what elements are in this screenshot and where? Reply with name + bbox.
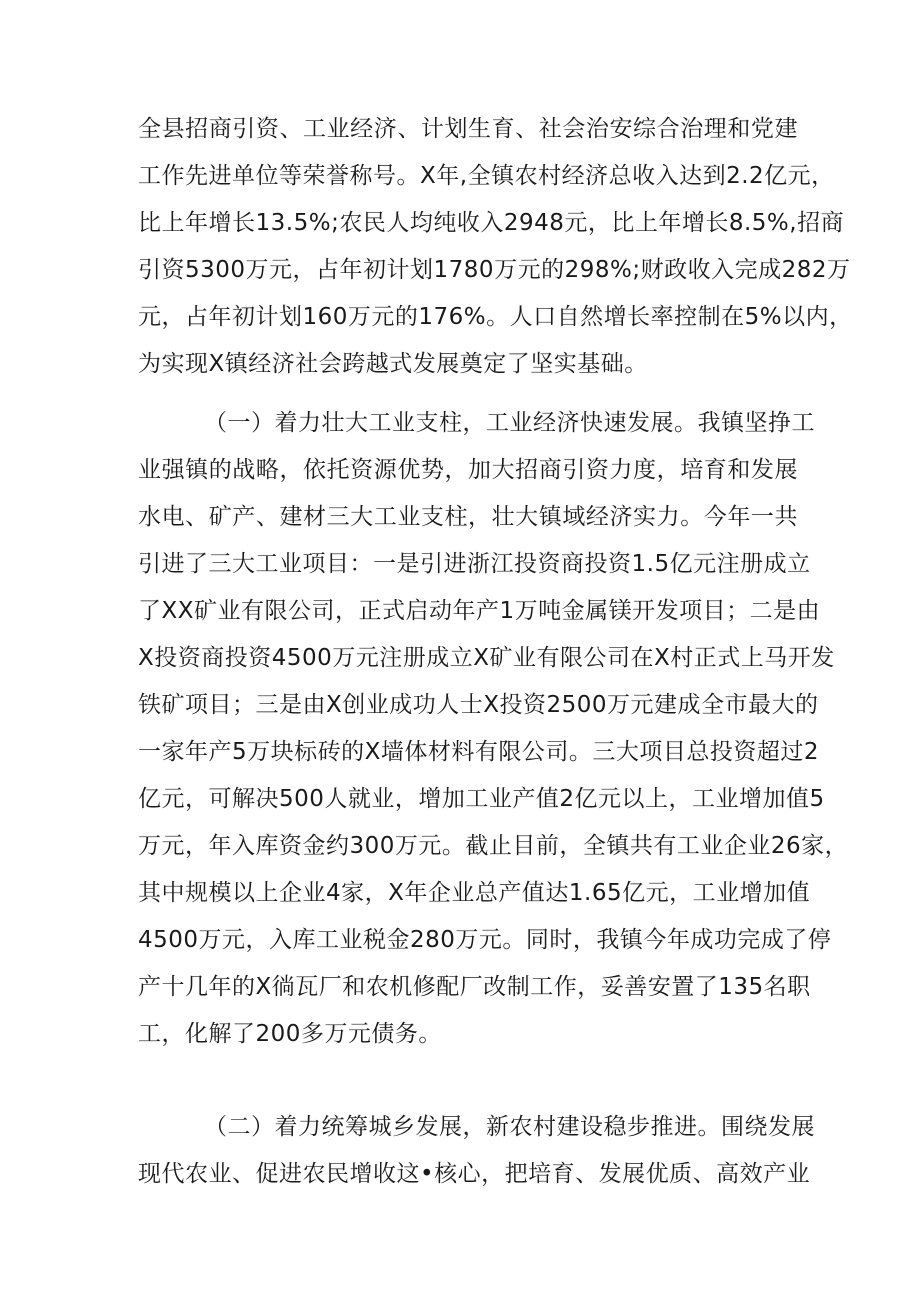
text-line: X投资商投资4500万元注册成立X矿业有限公司在X村正式上马开发 [138,645,835,671]
text-line: 为实现X镇经济社会跨越式发展奠定了坚实基础。 [138,351,648,377]
section-heading-line: （一）着力壮大工业支柱，工业经济快速发展。我镇坚挣工 [204,410,815,436]
paragraph-rural [138,1104,815,1198]
text-line: 了XX矿业有限公司，正式启动年产1万吨金属镁开发项目；二是由 [138,598,821,624]
text-line: 产十几年的X徜瓦厂和农机修配厂改制工作，妥善安置了135名职 [138,974,811,1000]
text-line: 其中规模以上企业4家，X年企业总产值达1.65亿元，工业增加值 [138,880,811,906]
text-line: 元，占年初计划160万元的176%。人口自然增长率控制在5%以内， [138,304,853,330]
text-line: 引资5300万元，占年初计划1780万元的298%;财政收入完成282万 [138,257,851,283]
text-line: 一家年产5万块标砖的X墙体材料有限公司。三大项目总投资超过2 [138,739,820,765]
text-line: 业强镇的战略，依托资源优势，加大招商引资力度，培育和发展 [138,457,798,483]
text-line: 万元，年入库资金约300万元。截止目前，全镇共有工业企业26家， [138,833,849,859]
text-line: 比上年增长13.5%;农民人均纯收入2948元，比上年增长8.5%,招商 [138,210,845,236]
text-line: 全县招商引资、工业经济、计划生育、社会治安综合治理和党建 [138,116,798,142]
paragraph-industry [138,400,849,1058]
text-line: 铁矿项目；三是由X创业成功人士X投资2500万元建成全市最大的 [138,692,819,718]
text-line: 水电、矿产、建材三大工业支柱，壮大镇域经济实力。今年一共 [138,504,798,530]
text-line: 4500万元，入库工业税金280万元。同时，我镇今年成功完成了停 [138,927,832,953]
text-line: 引进了三大工业项目：一是引进浙江投资商投资1.5亿元注册成立 [138,551,811,577]
text-line: 亿元，可解决500人就业，增加工业产值2亿元以上，工业增加值5 [138,786,825,812]
section-heading-line: （二）着力统筹城乡发展，新农村建设稳步推进。围绕发展 [204,1114,815,1140]
paragraph-achievements [138,106,853,388]
text-line: 工作先进单位等荣誉称号。X年,全镇农村经济总收入达到2.2亿元， [138,163,835,189]
text-line: 现代农业、促进农民增收这•核心，把培育、发展优质、高效产业 [138,1161,811,1187]
text-line: 工，化解了200多万元债务。 [138,1021,442,1047]
